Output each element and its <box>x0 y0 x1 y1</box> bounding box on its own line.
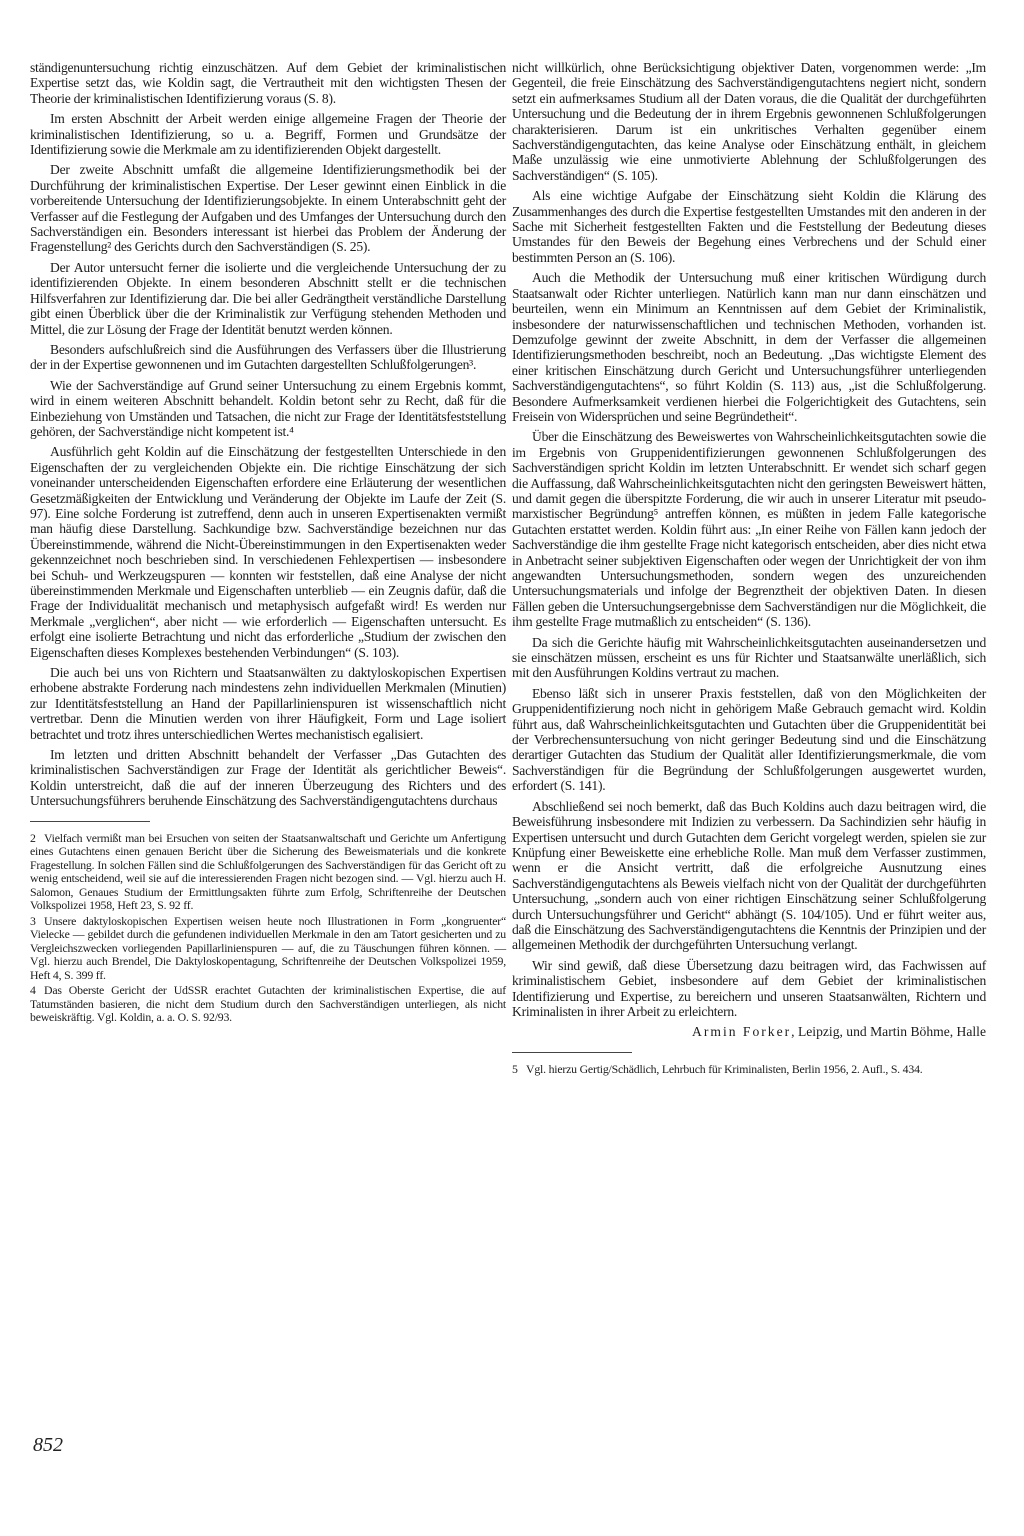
footnote-number: 5 <box>512 1061 518 1076</box>
footnote-number: 3 <box>30 913 36 928</box>
footnote <box>30 984 506 1025</box>
paragraph: Da sich die Gerichte häufig mit Wahrscheinlichkeitsgutachten auseinandersetzen und sie einschätzen müssen, erscheint es uns für Richter und Staatsanwälte unerläßlich, sich mit den Ausführungen Koldins vertraut zu machen. <box>512 634 986 681</box>
footnote-text: Vgl. hierzu Gertig/Schädlich, Lehrbuch für Kriminalisten, Berlin 1956, 2. Aufl., S. 434. <box>526 1061 923 1076</box>
footnote-number: 2 <box>30 830 36 845</box>
footnote <box>512 1063 986 1077</box>
right-column <box>512 60 986 1078</box>
footnote-text: Vielfach vermißt man bei Ersuchen von seiten der Staatsanwaltschaft und Gerichte um Anfertigung eines Gutachtens einen genauen Bericht über die Sicherung des Beweismaterials und die konkrete Fragestellung. In solchen Fällen sind die Schlußfolgerungen des Sachverständigen für das Gericht oft zu wenig entscheidend, weil sie auf die interessierenden Fragen nicht bezogen sind. — Vgl. hierzu auch H. Salomon, Genaues Studium der Ermittlungsakten führte zum Erfolg, Schriftenreihe der Deutschen Volkspolizei 1958, Heft 23, S. 92 ff. <box>30 830 506 913</box>
paragraph: Über die Einschätzung des Beweiswertes von Wahrscheinlichkeitsgutachten sowie die im Ergebnis von Gruppenidentifizierungen gewonnenen Schlußfolgerungen des Sachverständigen spricht Koldin im letzten Unterabschnitt. Er wendet sich scharf gegen die Auffassung, daß Wahrscheinlichkeitsgutachten nicht den geringsten Beweiswert hätten, und damit gegen die überspitzte Forderung, die wir auch in unserer Literatur mit pseudo-marxistischer Begründung⁵ antreffen können, es müßten in jedem Falle kategorische Gutachten erstattet werden. Koldin führt aus: „In einer Reihe von Fällen kann jedoch der Sachverständige die ihm gestellte Frage nicht kategorisch entscheiden, aber dies nicht etwa in Anbetracht seiner subjektiven Eigenschaften oder wegen der Unrichtigkeit der von ihm angewandten Untersuchungsmethoden, sondern wegen des unzureichenden Untersuchungsmaterials und infolge der Begrenztheit der objektiven Daten. In diesen Fällen geben die Untersuchungsergebnisse dem Sachverständigen nur die Möglichkeit, die ihm gestellte Frage mutmaßlich zu entscheiden“ (S. 136). <box>512 429 986 630</box>
footnote-number: 4 <box>30 983 36 998</box>
paragraph: Abschließend sei noch bemerkt, daß das Buch Koldins auch dazu beitragen wird, die Beweisführung insbesondere mit Indizien zu verbessern. Da Sachindizien sehr häufig in Expertisen untersucht und durch Gutachten dem Gericht vorgelegt werden, spielen sie zur Knüpfung einer Beweiskette eine erhebliche Rolle. Man muß dem Verfasser zustimmen, wenn er die Ansicht vertritt, daß die erfolgreiche Ausnutzung eines Sachverständigengutachtens als Beweis vielfach nicht von der Qualität der durchgeführten Untersuchung, „sondern auch von einer richtigen Einschätzung seiner Schlußfolgerung durch Untersuchungsführer und Gericht“ abhängt (S. 104/105). Und er führt weiter aus, daß die Einschätzung des Sachverständigengutachtens die Kenntnis der Prinzipien und der allgemeinen Methodik der durchgeführten Untersuchung verlangt. <box>512 798 986 953</box>
author-name: Martin Böhme <box>870 1024 950 1040</box>
author-signature <box>512 1024 986 1039</box>
footnote <box>30 915 506 983</box>
author-place: , Halle <box>949 1024 986 1040</box>
paragraph: Wie der Sachverständige auf Grund seiner Untersuchung zu einem Ergebnis kommt, wird in einem weiteren Abschnitt behandelt. Koldin betont sehr zu Recht, daß für die Einbeziehung von Umständen und Tatsachen, die nicht zur Frage der Identitätsfeststellung gehören, der Sachverständige nicht kompetent ist.⁴ <box>30 377 506 439</box>
footnote <box>30 832 506 913</box>
page-number: 852 <box>33 1434 63 1456</box>
paragraph: Ausführlich geht Koldin auf die Einschätzung der festgestellten Unterschiede in den Eigenschaften der zu vergleichenden Objekte ein. Die richtige Einschätzung der sich voneinander unterscheidenden Eigenschaften erfordere eine Erläuterung der wesentlichen Gesetzmäßigkeiten der Entwicklung und Veränderung der Objekte im Laufe der Zeit (S. 97). Eine solche Forderung ist zutreffend, denn auch in unseren Expertisenakten vermißt man häufig diese Darstellung. Sachkundige bzw. Sachverständige bezeichnen nur das Übereinstimmende, während die Nicht-Übereinstimmungen in den Expertisenakten weder gekennzeichnet noch beschrieben sind. In verschiedenen Fehlexpertisen — insbesondere bei Schuh- und Werkzeugspuren — konnten wir feststellen, daß eine Analyse der nicht übereinstimmenden Merkmale und Eigenschaften unterblieb — ein Zeugnis dafür, daß die Frage der Individualität mechanisch und metaphysisch aufgefaßt wird! Es werden nur Merkmale „verglichen“, aber nicht — wie erforderlich — Eigenschaften untersucht. Es erfolgt eine isolierte Betrachtung und nicht das erforderliche „Studium der zwischen den Eigenschaften dieses Komplexes bestehenden Verbindungen“ (S. 103). <box>30 444 506 660</box>
footnotes-left <box>30 832 506 1025</box>
paragraph: Besonders aufschlußreich sind die Ausführungen des Verfassers über die Illustrierung der in der Expertise gewonnenen und im Gutachten dargestellten Schlußfolgerungen³. <box>30 341 506 373</box>
paragraph: Ebenso läßt sich in unserer Praxis feststellen, daß von den Möglichkeiten der Gruppenidentifizierung noch nicht in gehörigem Maße Gebrauch gemacht wird. Koldin führt aus, daß Wahrscheinlichkeitsgutachten und Gutachten über die Gruppenidentität bei der Verbrechensuntersuchung von nicht geringer Bedeutung sind und die Einschätzung derartiger Gutachten das Studium der Qualität aller Identifizierungsmerkmale, die vom Sachverständigen für die Begründung der Schlußfolgerungen ausgewertet wurden, erfordert (S. 141). <box>512 685 986 794</box>
paragraph: Der zweite Abschnitt umfaßt die allgemeine Identifizierungsmethodik bei der Durchführung der kriminalistischen Expertise. Der Leser gewinnt einen Einblick in die vorbereitende Untersuchung der Identifizierungsobjekte. In einem Unterabschnitt geht der Verfasser auf die Festlegung der Aufgaben und des Umfanges der Untersuchung durch den Sachverständigen ein. Besonders interessant ist hierbei das Problem der Änderung der Fragenstellung² des Gerichts durch den Sachverständigen (S. 25). <box>30 162 506 255</box>
paragraph: ständigenuntersuchung richtig einzuschätzen. Auf dem Gebiet der kriminalistischen Expertise setzt das, wie Koldin sagt, die Vertrautheit mit den wichtigsten Thesen der Theorie der kriminalistischen Identifizierung voraus (S. 8). <box>30 60 506 106</box>
footnote-text: Das Oberste Gericht der UdSSR erachtet Gutachten der kriminalistischen Expertise, die auf Tatumständen basieren, die nicht dem Studium durch den Sachverständigen unterliegen, als nicht beweiskräftig. Vgl. Koldin, a. a. O. S. 92/93. <box>30 983 506 1025</box>
paragraph: Auch die Methodik der Untersuchung muß einer kritischen Würdigung durch Staatsanwalt oder Richter unterliegen. Natürlich kann man nur dann einschätzen und beurteilen, wenn ein Minimum an Kenntnissen auf dem Gebiet der Kriminalistik, insbesondere der naturwissenschaftlichen und technischen Methoden, vorhanden ist. Demzufolge gewinnt der zweite Abschnitt, in dem der Verfasser die allgemeinen Identifizierungsmethoden beschreibt, noch an Bedeutung. „Das wichtigste Element des einer kritischen Einschätzung durch Gericht und Untersuchungsführer unterliegenden Sachverständigengutachtens“, so führt Koldin (S. 113) aus, „ist die Schlußfolgerung. Besondere Aufmerksamkeit verdienen hierbei die Folgerichtigkeit des Gutachtens, sein Freisein von Widersprüchen und seine Begründetheit“. <box>512 270 986 424</box>
paragraph: Wir sind gewiß, daß diese Übersetzung dazu beitragen wird, das Fachwissen auf kriminalistischem Gebiet, insbesondere auf dem Gebiet der kriminalistischen Identifizierung und Expertise, zu bereichern und unseren Staatsanwälten, Richtern und Kriminalisten in ihrer Arbeit zu erleichtern. <box>512 957 986 1019</box>
paragraph: Im letzten und dritten Abschnitt behandelt der Verfasser „Das Gutachten des kriminalistischen Sachverständigen zur Frage der Identität als gerichtlicher Beweis“. Koldin unterstreicht, daß die auf der inneren Überzeugung des Richters und des Untersuchungsführers beruhende Einschätzung des Sachverständigengutachtens durchaus <box>30 747 506 809</box>
footnotes-right <box>512 1063 986 1077</box>
paragraph: Als eine wichtige Aufgabe der Einschätzung sieht Koldin die Klärung des Zusammenhanges des durch die Expertise festgestellten Umstandes mit den anderen in der Sache mit Sicherheit festgestellten Fakten und die Feststellung der Bedeutung dieses Umstandes für den Beweis der Begehung eines Verbrechens und der Schuld einer bestimmten Person an (S. 106). <box>512 188 986 265</box>
author-place: , Leipzig, und <box>791 1024 871 1040</box>
paragraph: Die auch bei uns von Richtern und Staatsanwälten zu daktyloskopischen Expertisen erhobene abstrakte Forderung nach mindestens zehn individuellen Merkmalen (Minutien) zur Identitätsfeststellung an Hand der Papillarlinienspuren ist wissenschaftlich nicht vertretbar. Denn die Minutien werden von ihrer Häufigkeit, Form und Lage isoliert betrachtet und trotz ihres unterschiedlichen Wertes mechanistisch egalisiert. <box>30 665 506 742</box>
author-name: Armin Forker <box>692 1024 792 1040</box>
paragraph: nicht willkürlich, ohne Berücksichtigung objektiver Daten, vorgenommen werde: „Im Gegenteil, die freie Einschätzung des Sachverständigengutachtens negiert nicht, sondern setzt ein aufmerksames Studium all der Daten voraus, die die Qualität der durchgeführten Untersuchung und die Bedeutung der in ihrem Ergebnis gewonnenen Schlußfolgerungen charakterisieren. Darum ist ein unkritisches Verhalten gegenüber einem Sachverständigengutachten, das keine Analyse oder Einschätzung enthält, in gleichem Maße unzulässig wie eine unmotivierte Ablehnung der Schlußfolgerungen des Sachverständigen“ (S. 105). <box>512 60 986 183</box>
paragraph: Im ersten Abschnitt der Arbeit werden einige allgemeine Fragen der Theorie der kriminalistischen Identifizierung, so u. a. Begriff, Formen und Grundsätze der Identifizierung sowie die Merkmale am zu identifizierenden Objekt dargestellt. <box>30 111 506 158</box>
footnote-divider <box>30 821 150 822</box>
left-column <box>30 60 506 1027</box>
footnote-text: Unsere daktyloskopischen Expertisen weisen heute noch Illustrationen in Form „kongruenter“ Vielecke — gebildet durch die gefundenen individuellen Merkmale in den am Tatort gesicherten und zu Vergleichszwecken vorliegenden Papillarlinienspuren — auf, die zu Täuschungen führen können. — Vgl. hierzu auch Brendel, Die Daktyloskopentagung, Schriftenreihe der Deutschen Volkspolizei 1959, Heft 4, S. 399 ff. <box>30 913 506 982</box>
footnote-divider <box>512 1052 632 1053</box>
paragraph: Der Autor untersucht ferner die isolierte und die vergleichende Untersuchung der zu identifizierenden Objekte. In einem besonderen Abschnitt stellt er die technischen Hilfsverfahren zur Identifizierung dar. Die bei aller Gedrängtheit verständliche Darstellung gibt einen Überblick über die der Kriminalistik zur Verfügung stehenden Methoden und Mittel, die zur Lösung der Frage der Identität benutzt werden können. <box>30 259 506 337</box>
